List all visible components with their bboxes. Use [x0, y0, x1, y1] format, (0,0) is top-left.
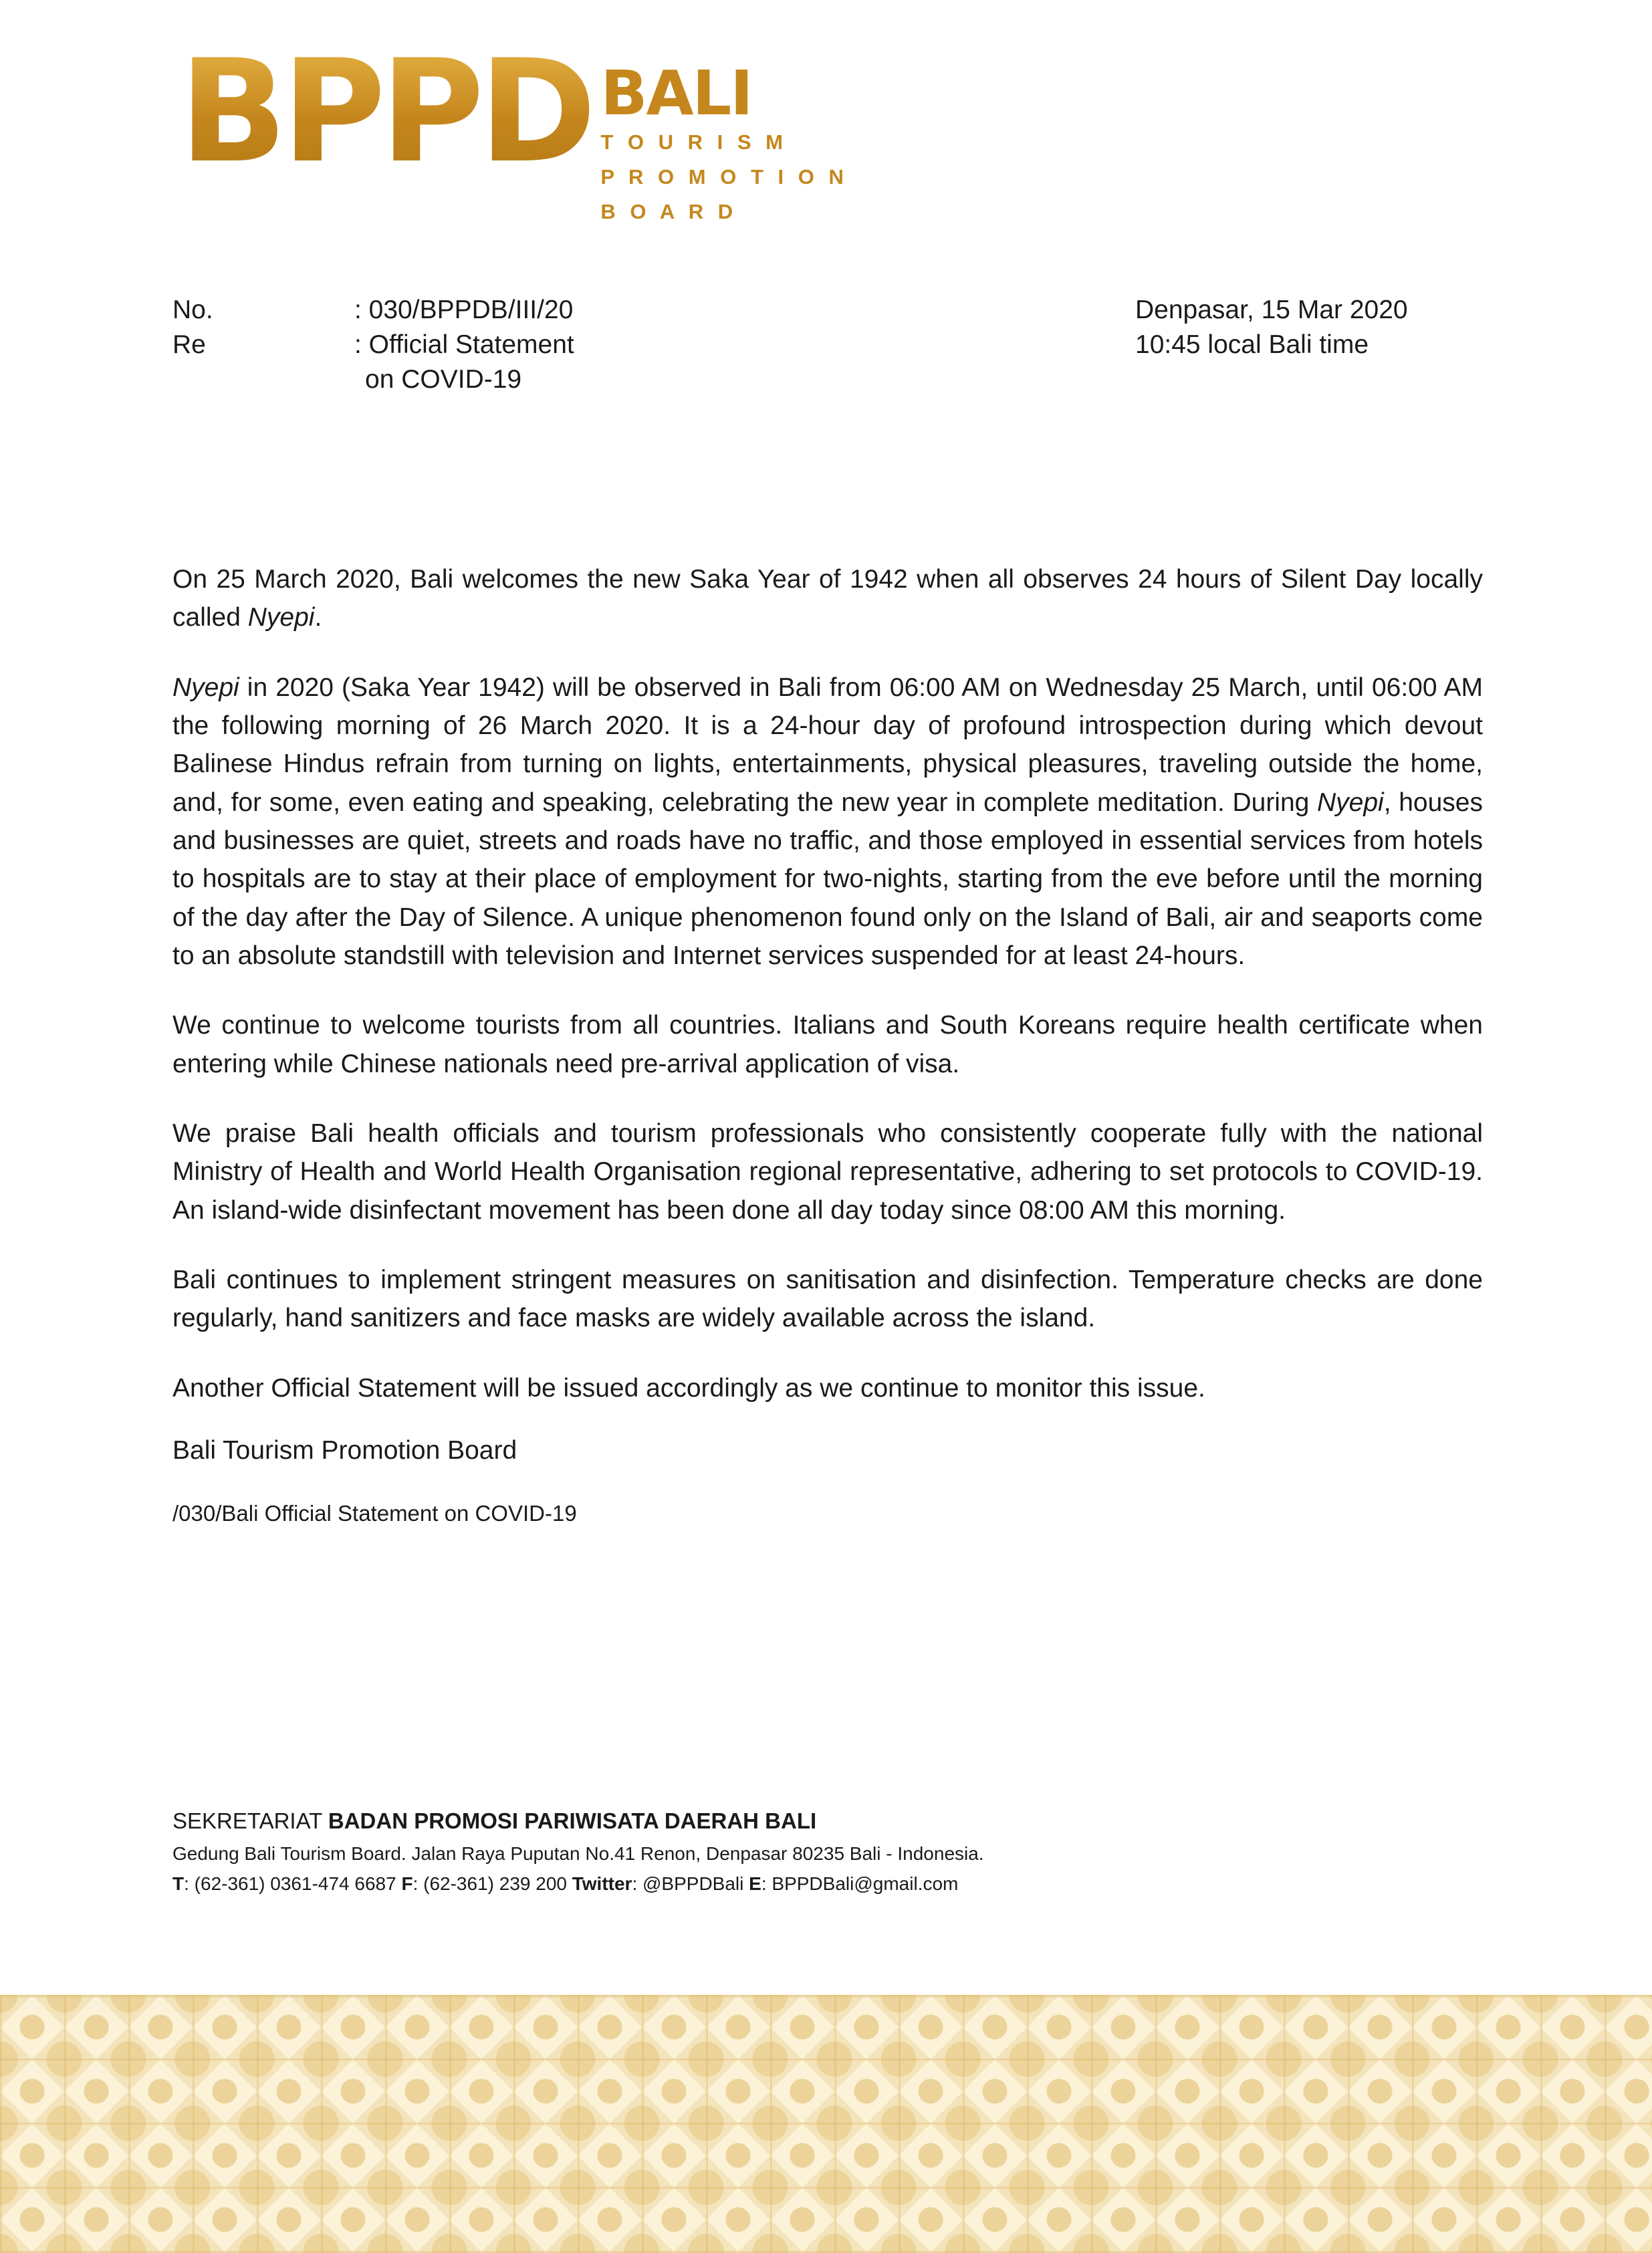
paragraph-5: Bali continues to implement stringent measures on sanitisation and disinfection. Temperature checks are done regularly, hand sanitizers and face masks are widely available across the island. — [172, 1265, 1483, 1333]
letter-number-value: : 030/BPPDB/III/20 — [354, 295, 574, 324]
footer-contacts — [172, 1871, 1483, 1898]
logo-line-board: B O A R D — [600, 200, 737, 224]
letter-subject-continued: on COVID-19 — [365, 364, 522, 394]
decorative-footer-band — [0, 1995, 1652, 2253]
footer-secretariat-label: SEKRETARIAT — [172, 1808, 328, 1833]
logo-wordmark: BPPD — [179, 29, 592, 194]
paragraph-1-text-b: . — [314, 603, 322, 632]
paragraph-1 — [172, 560, 1483, 637]
footer-address: Gedung Bali Tourism Board. Jalan Raya Puputan No.41 Renon, Denpasar 80235 Bali - Indonesia. — [172, 1843, 984, 1864]
letter-number-label: No. — [172, 295, 213, 324]
bppd-logo — [179, 29, 848, 227]
footer-fax-value: : (62-361) 239 200 — [412, 1873, 572, 1895]
logo-line-promotion: P R O M O T I O N — [600, 165, 848, 189]
footer-twitter-label: Twitter — [572, 1873, 632, 1895]
footer-secretariat — [172, 1805, 1483, 1837]
footer-tel-value: : (62-361) 0361-474 6687 — [184, 1873, 402, 1895]
reference-line: /030/Bali Official Statement on COVID-19 — [172, 1501, 577, 1526]
paragraph-6: Another Official Statement will be issued accordingly as we continue to monitor this issue. — [172, 1373, 1205, 1403]
paragraph-1-emphasis: Nyepi — [247, 603, 315, 632]
letter-body — [172, 560, 1483, 1530]
logo-bali-text: BALI — [600, 57, 752, 129]
letter-time: 10:45 local Bali time — [1135, 330, 1369, 359]
letter-subject-value: : Official Statement — [354, 330, 574, 359]
signoff: Bali Tourism Promotion Board — [172, 1435, 517, 1465]
paragraph-2-emphasis-2: Nyepi — [1317, 788, 1384, 817]
paragraph-4: We praise Bali health officials and tourism professionals who consistently cooperate fully with the national Ministry of Health and World Health Organisation regional representative, adhering to set protocols to COVID-19. An island-wide disinfectant movement has been done all day today since 08:00 AM this morning. — [172, 1118, 1483, 1225]
paragraph-2-text-a: in 2020 (Saka Year 1942) will be observed in Bali from 06:00 AM on Wednesday 25 March, until 06:00 AM the following morning of 26 March 2020. It is a 24-hour day of profound introspection during which devout Balinese Hindus refrain from turning on lights, entertainments, physical pleasures, traveling outside the home, and, for some, even eating and speaking, celebrating the new year in complete meditation. During — [172, 673, 1483, 817]
paragraph-2-text-b: , houses and businesses are quiet, streets and roads have no traffic, and those employed in essential services from hotels to hospitals are to stay at their place of employment for two-nights, starting from the eve before until the morning of the day after the Day of Silence. A unique phenomenon found only on the Island of Bali, air and seaports come to an absolute standstill with television and Internet services suspended for at least 24-hours. — [172, 788, 1483, 970]
footer-email-label: E — [749, 1873, 761, 1895]
letter-footer — [172, 1805, 1483, 1898]
footer-fax-label: F — [401, 1873, 413, 1895]
paragraph-2-emphasis-1: Nyepi — [172, 673, 239, 702]
paragraph-1-text-a: On 25 March 2020, Bali welcomes the new Saka Year of 1942 when all observes 24 hours of Silent Day locally called — [172, 565, 1483, 632]
letter-header — [172, 293, 1483, 397]
footer-twitter-value: : @BPPDBali — [632, 1873, 749, 1895]
paragraph-3: We continue to welcome tourists from all countries. Italians and South Koreans require health certificate when entering while Chinese nationals need pre-arrival application of visa. — [172, 1011, 1483, 1078]
letter-place-date: Denpasar, 15 Mar 2020 — [1135, 295, 1408, 324]
logo-text-block — [600, 57, 848, 227]
footer-org-name: BADAN PROMOSI PARIWISATA DAERAH BALI — [328, 1808, 817, 1833]
footer-email-value: : BPPDBali@gmail.com — [761, 1873, 959, 1895]
band-pattern-grid — [0, 1995, 1652, 2253]
paragraph-2 — [172, 669, 1483, 975]
footer-tel-label: T — [172, 1873, 185, 1895]
letter-subject-label: Re — [172, 330, 206, 359]
logo-line-tourism: T O U R I S M — [600, 130, 788, 154]
